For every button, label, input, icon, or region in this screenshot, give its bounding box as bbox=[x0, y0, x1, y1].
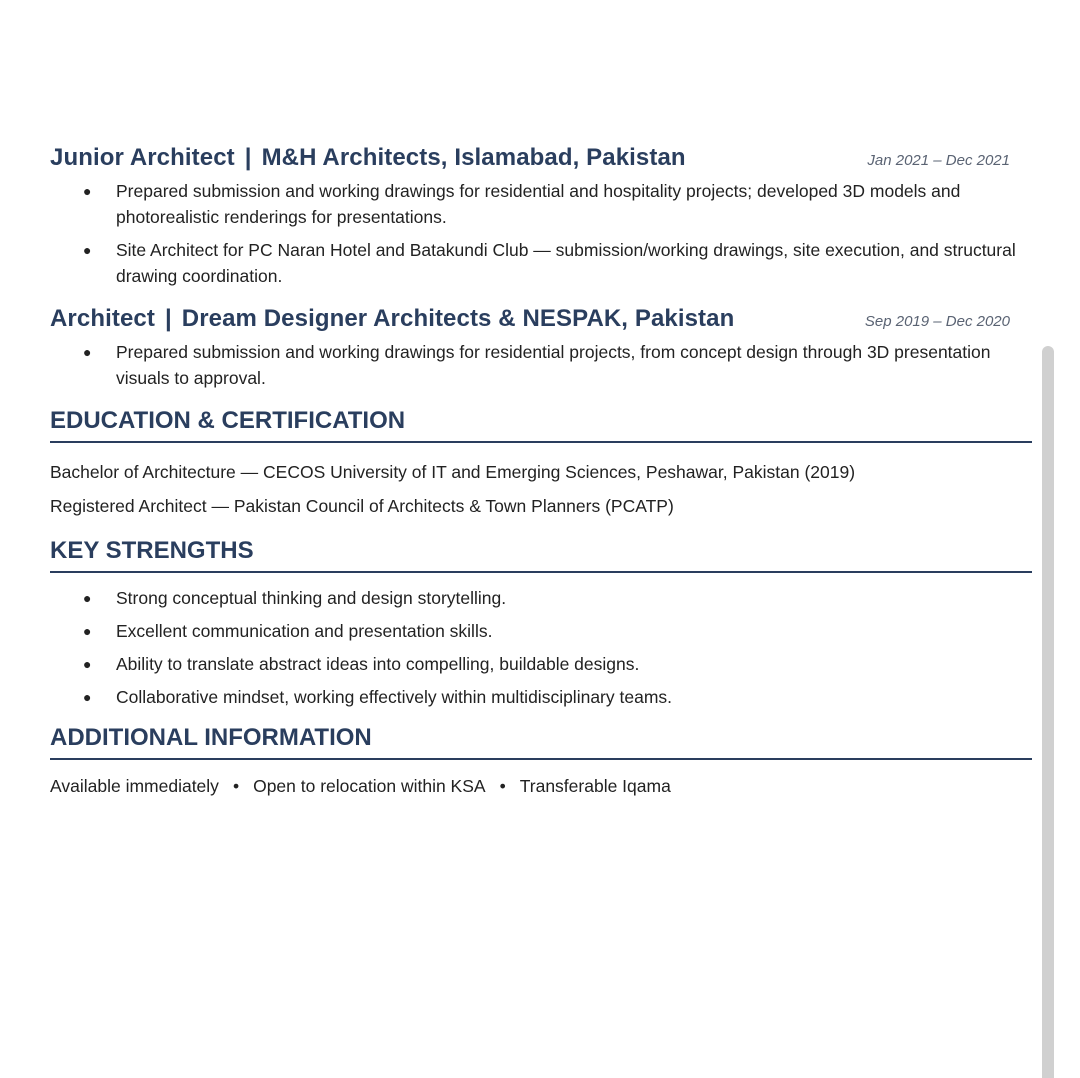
job-dates: Sep 2019 – Dec 2020 bbox=[864, 313, 1010, 330]
strength-text: Collaborative mindset, working effectively within multidisciplinary teams. bbox=[116, 687, 673, 707]
job-dates: Jan 2021 – Dec 2021 bbox=[867, 152, 1010, 169]
additional-info-line bbox=[50, 772, 1032, 800]
job-bullet bbox=[50, 178, 1016, 230]
additional-item: Available immediately bbox=[50, 776, 219, 796]
strengths-section bbox=[50, 537, 1032, 710]
strength-item bbox=[50, 684, 1016, 710]
bullet-icon: ● bbox=[83, 623, 92, 639]
job-bullet bbox=[50, 237, 1016, 289]
strengths-list bbox=[50, 585, 1032, 710]
job-company: M&H Architects, Islamabad, Pakistan bbox=[261, 144, 686, 171]
section-heading-strengths: KEY STRENGTHS bbox=[50, 537, 1032, 573]
additional-section bbox=[50, 724, 1032, 800]
bullet-icon: ● bbox=[83, 689, 92, 705]
bullet-separator-icon: • bbox=[232, 776, 240, 796]
job-bullet-text: Prepared submission and working drawings for residential projects, from concept design through 3D presentation visuals to approval. bbox=[116, 342, 991, 388]
education-list bbox=[50, 455, 1032, 523]
section-heading-education: EDUCATION & CERTIFICATION bbox=[50, 407, 1032, 443]
education-item: Bachelor of Architecture — CECOS University of IT and Emerging Sciences, Peshawar, Pakistan (2019) bbox=[50, 462, 856, 482]
experience-entry bbox=[50, 144, 1032, 289]
section-heading-additional: ADDITIONAL INFORMATION bbox=[50, 724, 1032, 760]
bullet-icon: ● bbox=[83, 590, 92, 606]
certification-item: Registered Architect — Pakistan Council of Architects & Town Planners (PCATP) bbox=[50, 496, 674, 516]
job-title-separator: | bbox=[244, 144, 252, 171]
education-section bbox=[50, 407, 1032, 523]
job-bullet-text: Prepared submission and working drawings for residential and hospitality projects; developed 3D models and photorealistic renderings for presentations. bbox=[116, 181, 961, 227]
job-bullet bbox=[50, 339, 1016, 391]
experience-entry bbox=[50, 305, 1032, 391]
job-title-separator: | bbox=[164, 305, 172, 332]
additional-item: Transferable Iqama bbox=[519, 776, 671, 796]
bullet-icon: ● bbox=[83, 242, 92, 258]
resume-content bbox=[50, 144, 1032, 800]
job-company: Dream Designer Architects & NESPAK, Pakistan bbox=[181, 305, 735, 332]
bullet-separator-icon: • bbox=[499, 776, 506, 796]
additional-item: Open to relocation within KSA bbox=[253, 776, 486, 796]
bullet-icon: ● bbox=[83, 344, 92, 360]
strength-text: Strong conceptual thinking and design storytelling. bbox=[116, 588, 507, 608]
job-header bbox=[50, 144, 1010, 172]
job-bullet-text: Site Architect for PC Naran Hotel and Batakundi Club — submission/working drawings, site execution, and structural drawing coordination. bbox=[116, 240, 1016, 286]
job-role: Architect bbox=[50, 305, 155, 332]
job-bullets bbox=[50, 339, 1032, 391]
bullet-icon: ● bbox=[83, 656, 92, 672]
job-title bbox=[50, 305, 734, 333]
job-role: Junior Architect bbox=[50, 144, 235, 171]
job-title bbox=[50, 144, 686, 172]
strength-item bbox=[50, 651, 1016, 677]
job-header bbox=[50, 305, 1010, 333]
job-bullets bbox=[50, 178, 1032, 289]
vertical-scrollbar[interactable] bbox=[1042, 346, 1054, 1078]
strength-text: Ability to translate abstract ideas into compelling, buildable designs. bbox=[116, 654, 640, 674]
strength-item bbox=[50, 618, 1016, 644]
strength-text: Excellent communication and presentation skills. bbox=[116, 621, 493, 641]
strength-item bbox=[50, 585, 1016, 611]
bullet-icon: ● bbox=[83, 183, 92, 199]
